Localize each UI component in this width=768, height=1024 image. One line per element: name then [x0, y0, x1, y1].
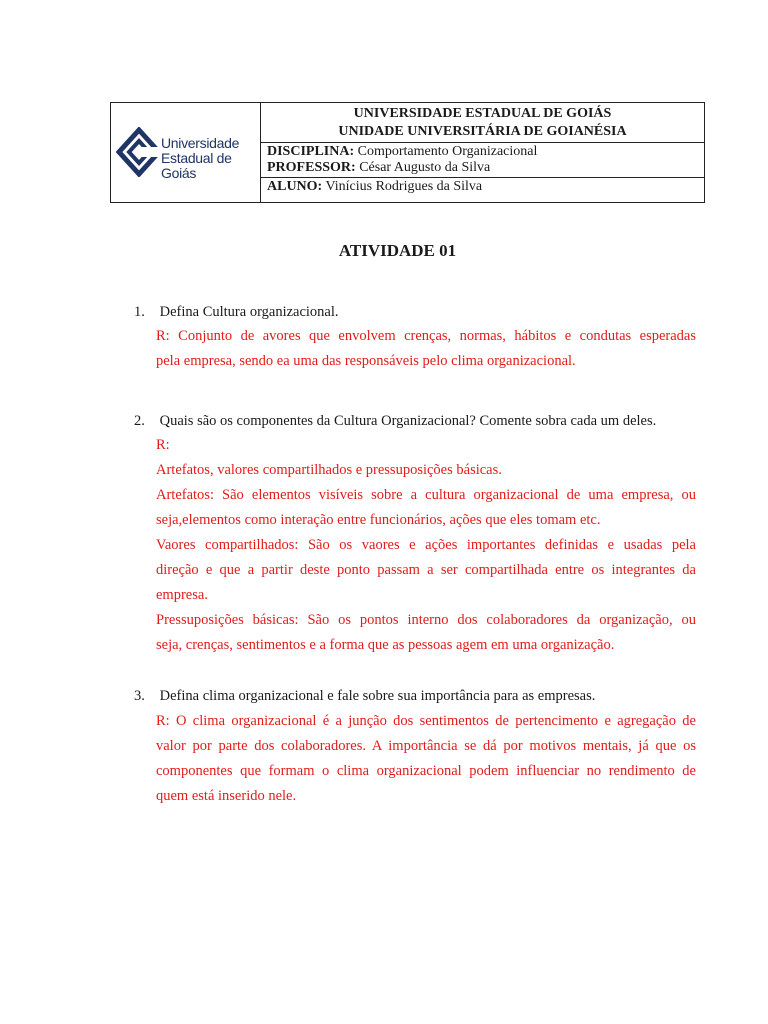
answer-line: componentes que formam o clima organizacional podem influenciar no rendimento de [156, 763, 696, 779]
discipline-row [261, 143, 704, 160]
student-label: ALUNO: [267, 179, 323, 194]
answer-1 [156, 324, 696, 374]
answer-line: seja, crenças, sentimentos e a forma que as pessoas agem em uma organização. [156, 637, 615, 653]
info-cell [261, 103, 704, 202]
question-number: 1. [134, 304, 145, 320]
university-logo-icon [116, 127, 162, 177]
logo-wordmark [161, 136, 260, 181]
answer-line: direção e que a partir deste ponto passam a ser compartilhada entre os integrantes da [156, 562, 696, 578]
answer-line: R: Conjunto de avores que envolvem crenças, normas, hábitos e condutas esperadas [156, 328, 696, 344]
professor-label: PROFESSOR: [267, 160, 356, 175]
logo-cell [111, 103, 261, 202]
question-1 [134, 302, 339, 322]
discipline-label: DISCIPLINA: [267, 144, 355, 159]
question-number: 2. [134, 413, 145, 429]
header-table [110, 102, 705, 203]
answer-2 [156, 433, 696, 658]
question-3 [134, 686, 595, 706]
answer-line: empresa. [156, 587, 208, 603]
university-title: UNIVERSIDADE ESTADUAL DE GOIÁS [353, 106, 612, 121]
student-value: Vinícius Rodrigues da Silva [325, 179, 483, 194]
logo-line-1: Universidade [161, 135, 240, 151]
university-name [261, 105, 704, 141]
answer-line: seja,elementos como interação entre funcionários, ações que eles tomam etc. [156, 512, 601, 528]
question-2 [134, 411, 656, 431]
answer-3 [156, 709, 696, 809]
question-text: Defina clima organizacional e fale sobre sua importância para as empresas. [159, 688, 596, 704]
page-title: ATIVIDADE 01 [338, 241, 457, 260]
answer-line: pela empresa, sendo ea uma das responsáveis pelo clima organizacional. [156, 353, 576, 369]
discipline-value: Comportamento Organizacional [357, 144, 538, 159]
question-text: Defina Cultura organizacional. [159, 304, 339, 320]
answer-line: Vaores compartilhados: São os vaores e ações importantes definidas e usadas pela [156, 537, 696, 553]
answer-line: Pressuposições básicas: São os pontos interno dos colaboradores da organização, ou [156, 612, 696, 628]
student-row [261, 178, 704, 195]
answer-line: R: O clima organizacional é a junção dos sentimentos de pertencimento e agregação de [156, 713, 696, 729]
answer-line: R: [156, 437, 170, 453]
answer-line: Artefatos: São elementos visíveis sobre a cultura organizacional de uma empresa, ou [156, 487, 696, 503]
professor-row [261, 159, 704, 176]
question-text: Quais são os componentes da Cultura Organizacional? Comente sobra cada um deles. [159, 413, 657, 429]
question-number: 3. [134, 688, 145, 704]
answer-line: Artefatos, valores compartilhados e pressuposições básicas. [156, 462, 502, 478]
unit-title: UNIDADE UNIVERSITÁRIA DE GOIANÉSIA [338, 124, 627, 139]
logo-line-2: Estadual de Goiás [161, 150, 232, 181]
answer-line: quem está inserido nele. [156, 788, 297, 804]
answer-line: valor por parte dos colaboradores. A importância se dá por motivos mentais, já que os [156, 738, 696, 754]
professor-value: César Augusto da Silva [359, 160, 491, 175]
